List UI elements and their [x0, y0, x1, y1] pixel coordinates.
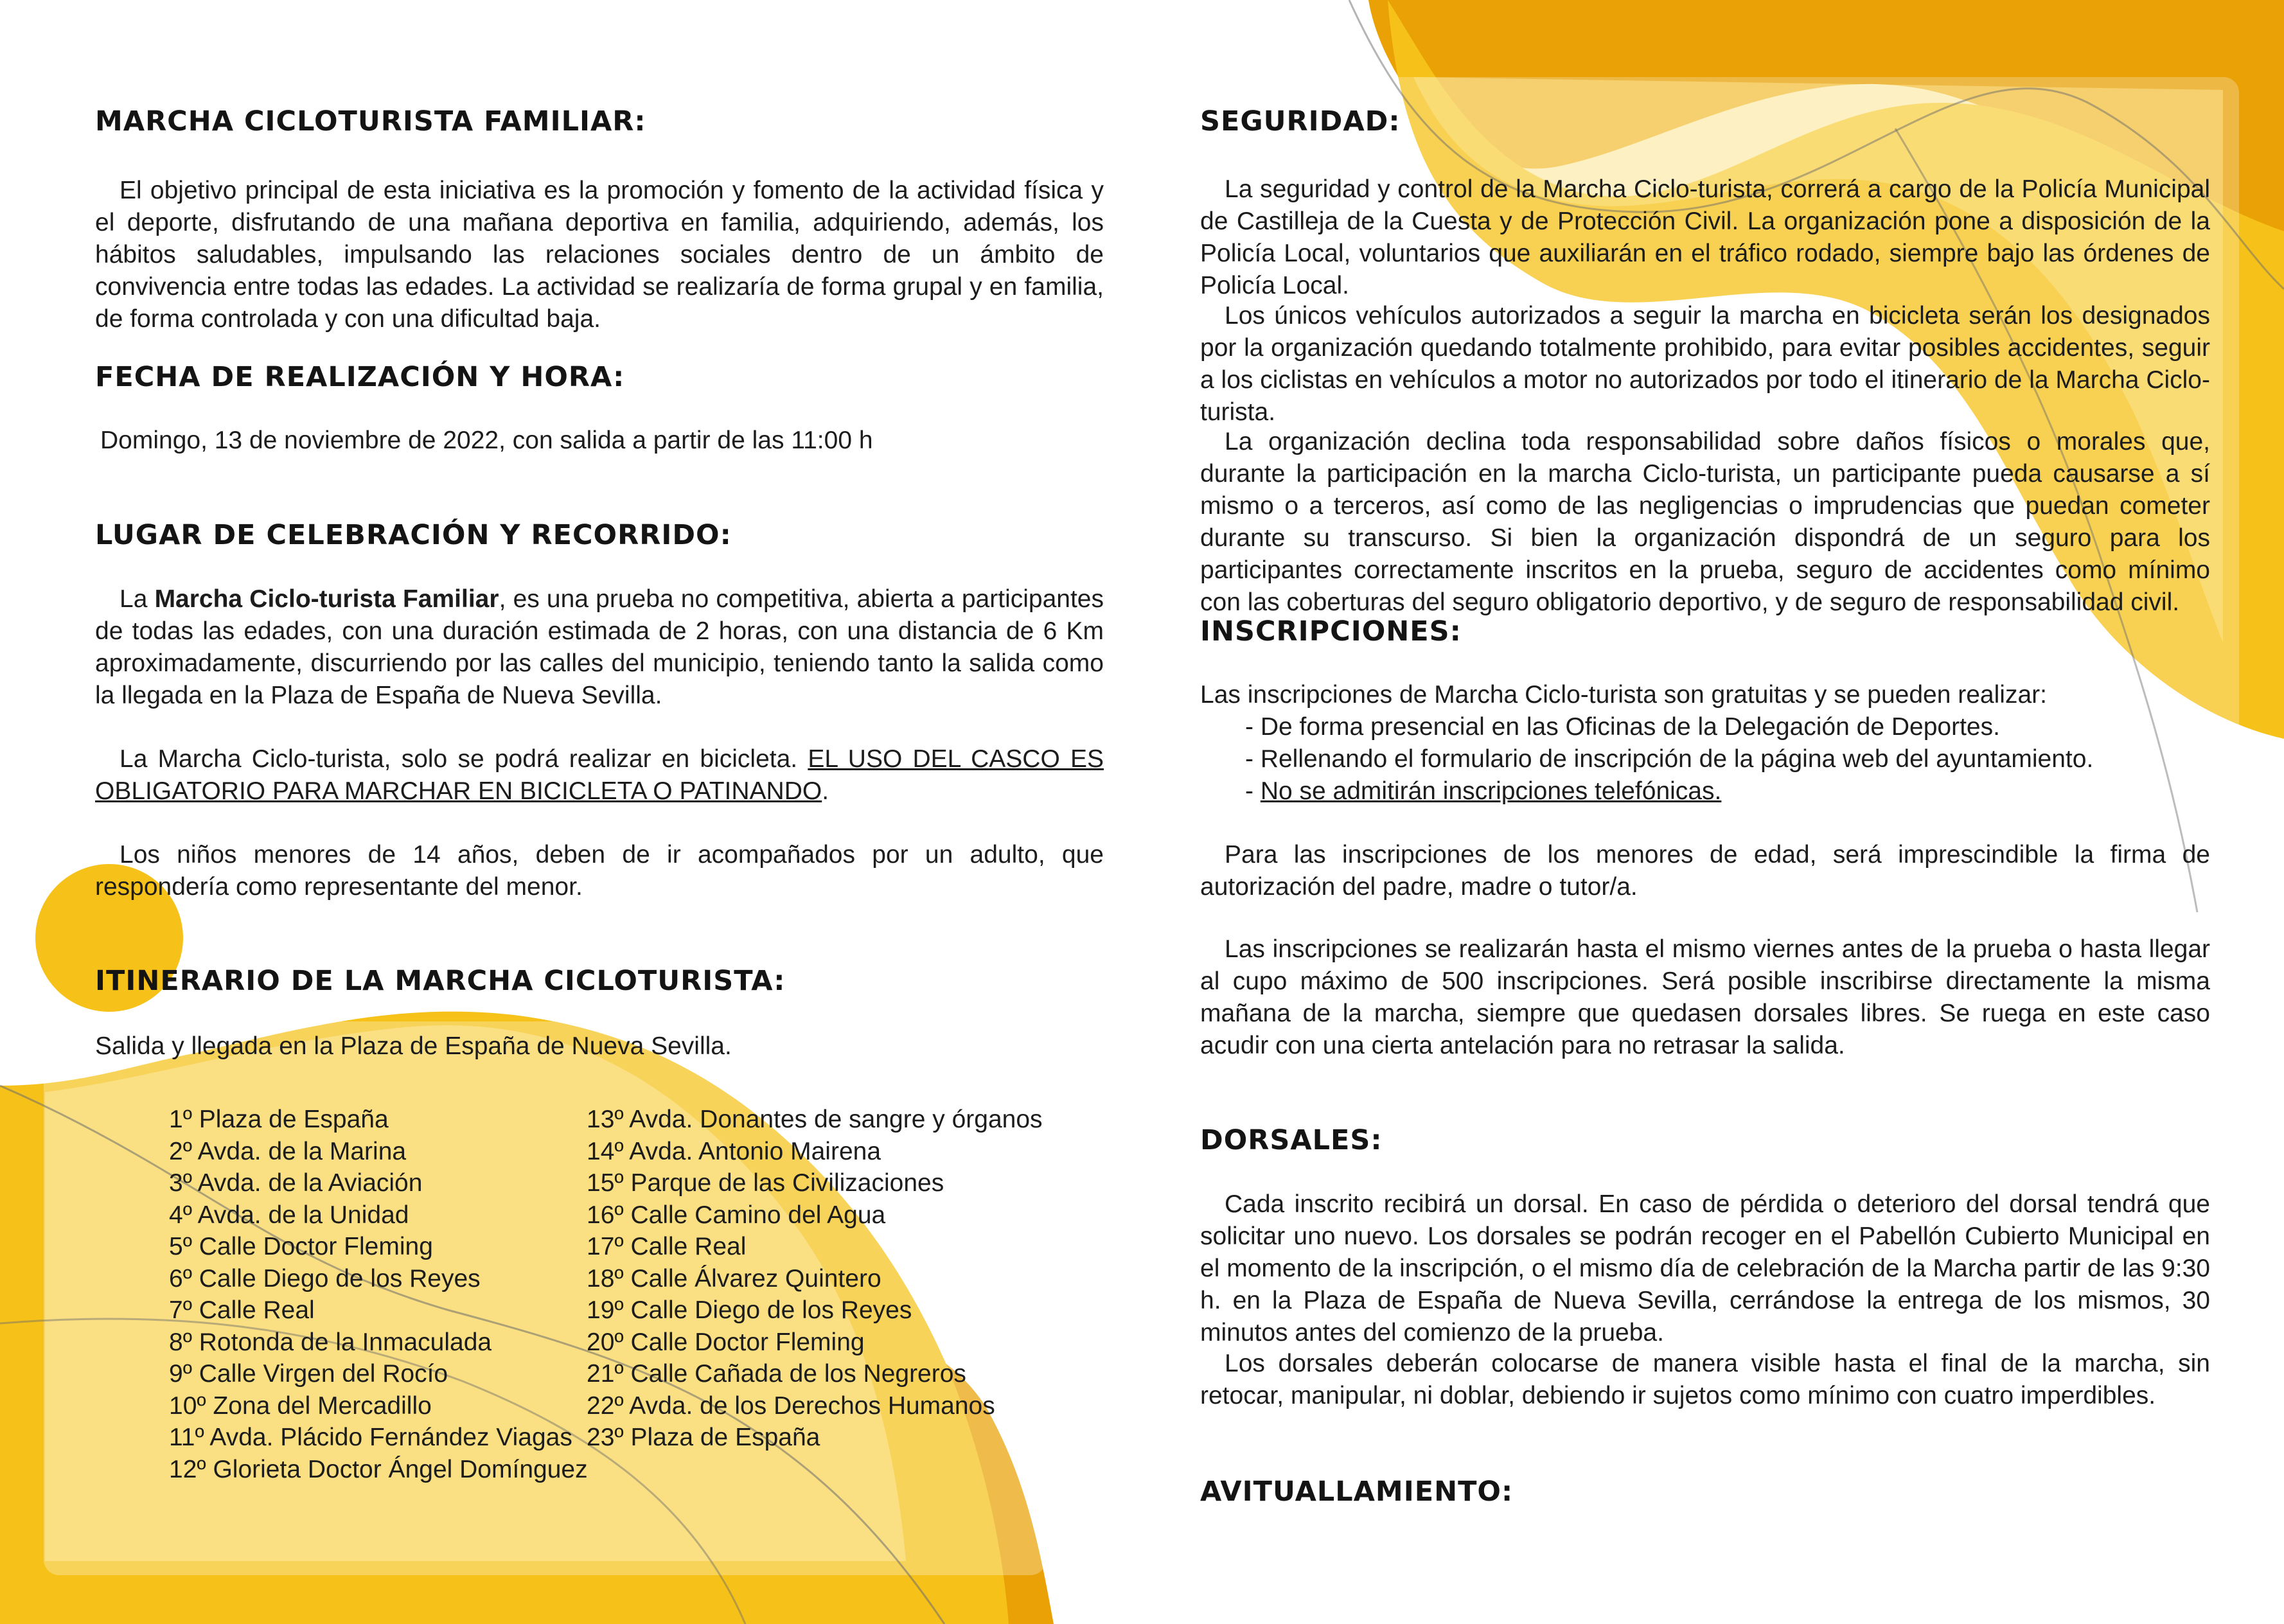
- dorsales-heading: DORSALES:: [1200, 1124, 1383, 1156]
- lugar-p2-prefix: La Marcha Ciclo-turista, solo se podrá realizar en bicicleta.: [120, 745, 808, 773]
- list-item: 16º Calle Camino del Agua: [587, 1201, 886, 1229]
- no-phone-notice: No se admitirán inscripciones telefónicas.: [1260, 777, 1722, 805]
- lugar-p1-bold: Marcha Ciclo-turista Familiar: [154, 585, 499, 613]
- list-item: [1245, 775, 2093, 808]
- seguridad-heading: SEGURIDAD:: [1200, 105, 1401, 137]
- inscripciones-paragraph-2: Para las inscripciones de los menores de edad, será imprescindible la firma de autorización del padre, madre o tutor/a.: [1200, 841, 2210, 901]
- list-item: 9º Calle Virgen del Rocío: [169, 1360, 448, 1388]
- marcha-body: El objetivo principal de esta iniciativa es la promoción y fomento de la actividad física y el deporte, disfrutando de una mañana deportiva en familia, adquiriendo, además, los hábitos saludables, impulsando las relaciones sociales dentro de un ámbito de convivencia entre todas las edades. La actividad se realizaría de forma grupal y en familia, de forma controlada y con una dificultad baja.: [95, 177, 1104, 333]
- list-item: 22º Avda. de los Derechos Humanos: [587, 1391, 995, 1420]
- lugar-p1-prefix: La: [120, 585, 155, 613]
- list-item: - De forma presencial en las Oficinas de la Delegación de Deportes.: [1245, 713, 2000, 741]
- list-item: 19º Calle Diego de los Reyes: [587, 1296, 912, 1324]
- lugar-p1-rest: , es una prueba no competitiva, abierta a participantes de todas las edades, con una duración estimada de 2 horas, con una distancia de 6 Km aproximadamente, discurriendo por las calles del municipio, teniendo tanto la salida como la llegada en la Plaza de España de Nueva Sevilla.: [95, 585, 1104, 709]
- fecha-heading: FECHA DE REALIZACIÓN Y HORA:: [95, 361, 625, 393]
- list-item: 18º Calle Álvarez Quintero: [587, 1264, 881, 1293]
- list-item: 17º Calle Real: [587, 1233, 747, 1260]
- lugar-paragraph-3: Los niños menores de 14 años, deben de ir acompañados por un adulto, que respondería como representante del menor.: [95, 841, 1104, 901]
- dorsales-paragraph-2: Los dorsales deberán colocarse de manera visible hasta el final de la marcha, sin retocar, manipular, ni doblar, debiendo ir sujetos como mínimo con cuatro imperdibles.: [1200, 1350, 2210, 1409]
- list-item: 3º Avda. de la Aviación: [169, 1169, 423, 1197]
- lugar-p2-suffix: .: [822, 777, 829, 805]
- list-item: 11º Avda. Plácido Fernández Viagas: [169, 1424, 572, 1451]
- list-item: 5º Calle Doctor Fleming: [169, 1233, 433, 1260]
- seguridad-paragraph-1: La seguridad y control de la Marcha Ciclo-turista, correrá a cargo de la Policía Municipal de Castilleja de la Cuesta y de Protección Civil. La organización pone a disposición de la Policía Local, voluntarios que auxiliarán en el tráfico rodado, siempre bajo las órdenes de Policía Local.: [1200, 175, 2210, 299]
- dorsales-paragraph-1: Cada inscrito recibirá un dorsal. En caso de pérdida o deterioro del dorsal tendrá que solicitar uno nuevo. Los dorsales se podrán recoger en el Pabellón Cubierto Municipal en el momento de la inscripción, o el mismo día de celebración de la Marcha partir de las 9:30 h. en la Plaza de España de Nueva Sevilla, cerrándose la entrega de los mismos, 30 minutos antes del comienzo de la prueba.: [1200, 1190, 2210, 1346]
- list-item: 23º Plaza de España: [587, 1424, 820, 1451]
- seguridad-paragraph-3: La organización declina toda responsabilidad sobre daños físicos o morales que, durante la participación en la marcha Ciclo-turista, un participante pueda causarse a sí mismo o a terceros, así como de las negligencias o imprudencias que puedan cometer durante su transcurso. Si bien la organización dispondrá de un seguro para los participantes correctamente inscritos en la prueba, seguro de accidentes como mínimo con las coberturas del seguro obligatorio deportivo, y de seguro de responsabilidad civil.: [1200, 428, 2210, 616]
- inscripciones-intro: Las inscripciones de Marcha Ciclo-turista son gratuitas y se pueden realizar:: [1200, 681, 2047, 709]
- itinerary-list-1: [169, 1104, 588, 1485]
- inscripciones-paragraph-3: Las inscripciones se realizarán hasta el mismo viernes antes de la prueba o hasta llegar al cupo máximo de 500 inscripciones. Será posible inscribirse directamente la misma mañana de la marcha, siempre que quedasen dorsales libres. Se ruega en este caso acudir con una cierta antelación para no retrasar la salida.: [1200, 935, 2210, 1059]
- list-dash: -: [1245, 777, 1261, 805]
- inscripciones-methods: [1245, 711, 2093, 808]
- lugar-paragraph-2: [95, 743, 1104, 808]
- lugar-paragraph-1: [95, 583, 1104, 712]
- list-item: 12º Glorieta Doctor Ángel Domínguez: [169, 1455, 588, 1483]
- seguridad-paragraph-2: Los únicos vehículos autorizados a seguir la marcha en bicicleta serán los designados por la organización quedando totalmente prohibido, para evitar posibles accidentes, seguir a los ciclistas en vehículos a motor no autorizados por todo el itinerario de la Marcha Ciclo-turista.: [1200, 302, 2210, 426]
- list-item: 8º Rotonda de la Inmaculada: [169, 1328, 492, 1356]
- itinerary-list-2: [587, 1104, 1043, 1454]
- list-item: 20º Calle Doctor Fleming: [587, 1328, 865, 1356]
- list-item: 1º Plaza de España: [169, 1106, 389, 1133]
- list-item: 15º Parque de las Civilizaciones: [587, 1169, 944, 1197]
- itinerario-intro: Salida y llegada en la Plaza de España de Nueva Sevilla.: [95, 1032, 732, 1060]
- list-item: 14º Avda. Antonio Mairena: [587, 1137, 881, 1165]
- itinerario-heading: ITINERARIO DE LA MARCHA CICLOTURISTA:: [95, 965, 786, 997]
- list-item: 4º Avda. de la Unidad: [169, 1201, 409, 1229]
- list-item: - Rellenando el formulario de inscripción de la página web del ayuntamiento.: [1245, 745, 2094, 773]
- list-item: 10º Zona del Mercadillo: [169, 1391, 432, 1420]
- marcha-heading: MARCHA CICLOTURISTA FAMILIAR:: [95, 105, 646, 137]
- helmet-notice: EL USO DEL CASCO ES OBLIGATORIO PARA MARCHAR EN BICICLETA O PATINANDO: [95, 745, 1104, 805]
- avituallamiento-heading: AVITUALLAMIENTO:: [1200, 1476, 1514, 1508]
- inscripciones-heading: INSCRIPCIONES:: [1200, 615, 1462, 648]
- list-item: 2º Avda. de la Marina: [169, 1137, 407, 1165]
- list-item: 6º Calle Diego de los Reyes: [169, 1264, 481, 1293]
- list-item: 21º Calle Cañada de los Negreros: [587, 1360, 966, 1388]
- list-item: 13º Avda. Donantes de sangre y órganos: [587, 1106, 1043, 1133]
- lugar-heading: LUGAR DE CELEBRACIÓN Y RECORRIDO:: [95, 519, 732, 551]
- fecha-body: Domingo, 13 de noviembre de 2022, con salida a partir de las 11:00 h: [100, 427, 873, 454]
- list-item: 7º Calle Real: [169, 1296, 315, 1324]
